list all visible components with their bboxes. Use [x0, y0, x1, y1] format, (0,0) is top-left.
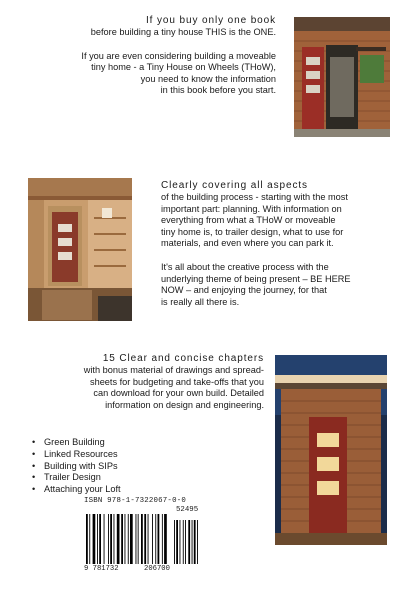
chapters-line: with bonus material of drawings and spread-: [83, 365, 264, 375]
list-item: • Linked Resources: [30, 449, 180, 461]
intro-para-line: If you are even considering building a moveable: [81, 50, 276, 61]
barcode-digits-left: 9 781732: [84, 565, 119, 573]
tiny-house-interior-photo: [28, 178, 132, 321]
coverage-line: important part: planning. With information on: [161, 203, 342, 214]
barcode-block: [82, 497, 208, 577]
section-coverage: [161, 179, 401, 308]
coverage-line: materials, and even where you can park it.: [161, 238, 334, 249]
tiny-house-exterior-photo: [294, 17, 390, 137]
coverage-para-line: NOW – and enjoying the journey, for that: [161, 285, 327, 296]
intro-lead: If you buy only one book: [145, 15, 276, 26]
isbn-text: ISBN 978-1-7322067-0-0: [84, 497, 186, 505]
coverage-lead: Clearly covering all aspects: [161, 180, 308, 191]
section-chapters: [14, 352, 264, 411]
coverage-line: everything from what a THoW or moveable: [161, 215, 336, 226]
section-intro: [20, 14, 276, 97]
chapters-lead: 15 Clear and concise chapters: [102, 353, 264, 364]
intro-para-line: in this book before you start.: [160, 85, 276, 96]
barcode-digits-right: 206700: [144, 565, 170, 573]
coverage-para-line: It's all about the creative process with the: [161, 261, 329, 272]
list-item: • Green Building: [30, 437, 180, 449]
tiny-house-dusk-photo: [275, 355, 387, 545]
chapters-line: can download for your own build. Detailed: [93, 388, 264, 399]
chapters-line: information on design and engineering.: [105, 399, 264, 410]
intro-line: before building a tiny house THIS is the ONE.: [90, 27, 276, 37]
list-item: • Building with SIPs: [30, 461, 180, 473]
coverage-line: of the building process - starting with the most: [161, 192, 348, 202]
coverage-line: tiny home is, to trailer design, what to use for: [161, 226, 344, 237]
list-item: • Trailer Design: [30, 472, 180, 484]
feature-list: [30, 437, 180, 496]
intro-para-line: tiny home - a Tiny House on Wheels (THoW),: [91, 62, 276, 73]
intro-para-line: you need to know the information: [140, 73, 276, 84]
list-item: • Attaching your Loft: [30, 484, 180, 496]
price-code: 52495: [176, 506, 199, 514]
chapters-line: sheets for budgeting and take-offs that you: [89, 376, 264, 387]
coverage-para-line: is really all there is.: [161, 296, 240, 307]
barcode-bars: [82, 514, 206, 566]
coverage-para-line: underlying theme of being present – BE HERE: [161, 273, 351, 284]
